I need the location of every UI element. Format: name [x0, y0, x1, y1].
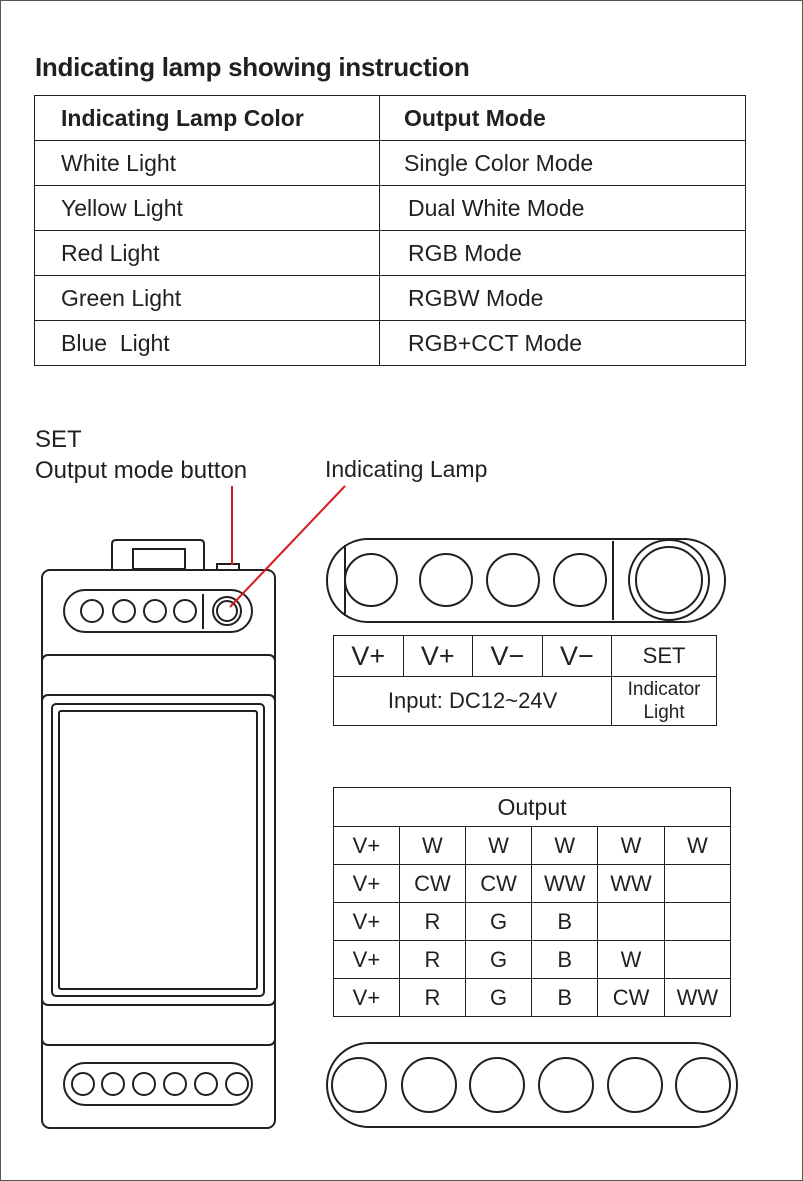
terminal-hole: [113, 600, 135, 622]
pin-cell: V+: [334, 979, 400, 1017]
indicating-lamp-label: Indicating Lamp: [325, 456, 488, 482]
pin-cell: WW: [532, 865, 598, 903]
bottom-terminal-block: [64, 1063, 252, 1105]
pin-cell: R: [399, 903, 465, 941]
output-header: Output: [334, 788, 731, 827]
pin-cell: CW: [465, 865, 531, 903]
input-pin-table: [333, 635, 717, 726]
pin-label: V−: [473, 636, 543, 677]
pin-label: V+: [403, 636, 473, 677]
pin-cell: R: [399, 941, 465, 979]
pin-cell: [664, 865, 730, 903]
pin-cell: W: [399, 827, 465, 865]
pin-cell: W: [532, 827, 598, 865]
output-mode-cell: RGB Mode: [380, 231, 746, 276]
page-title: Indicating lamp showing instruction: [35, 52, 470, 82]
table-row: [334, 903, 731, 941]
lamp-color-cell: White Light: [35, 141, 380, 186]
terminal-hole: [470, 1058, 524, 1112]
indicator-label: Indicator: [627, 679, 701, 700]
terminal-hole: [164, 1073, 186, 1095]
pin-cell: W: [598, 941, 664, 979]
lamp-color-cell: Blue Light: [35, 321, 380, 366]
pin-cell: [664, 941, 730, 979]
output-pin-table: [333, 787, 731, 1017]
lamp-enlarged: [629, 540, 709, 620]
table-row: [334, 827, 731, 865]
pin-cell: B: [532, 941, 598, 979]
terminal-hole: [81, 600, 103, 622]
output-mode-cell: RGBW Mode: [380, 276, 746, 321]
front-panel: [52, 704, 264, 996]
pin-cell: W: [664, 827, 730, 865]
terminal-hole: [539, 1058, 593, 1112]
top-terminal-block: [64, 590, 252, 632]
din-clip: [112, 540, 204, 570]
terminal-hole: [608, 1058, 662, 1112]
lamp-color-cell: Yellow Light: [35, 186, 380, 231]
pin-cell: B: [532, 903, 598, 941]
pin-label: V+: [334, 636, 404, 677]
terminal-hole: [72, 1073, 94, 1095]
pin-cell: R: [399, 979, 465, 1017]
pin-cell: V+: [334, 827, 400, 865]
table-row: [334, 865, 731, 903]
terminal-hole: [487, 554, 539, 606]
lamp-color-cell: Red Light: [35, 231, 380, 276]
pin-cell: V+: [334, 941, 400, 979]
terminal-hole: [402, 1058, 456, 1112]
input-terminal-enlarged: [327, 539, 725, 622]
terminal-hole: [345, 554, 397, 606]
pin-cell: CW: [399, 865, 465, 903]
terminal-hole: [133, 1073, 155, 1095]
terminal-hole: [144, 600, 166, 622]
table-row: [334, 979, 731, 1017]
indicator-light-cell: [612, 677, 717, 726]
output-mode-cell: Dual White Mode: [380, 186, 746, 231]
output-mode-button-label: Output mode button: [35, 457, 248, 484]
pin-cell: [664, 903, 730, 941]
table-row: [334, 941, 731, 979]
pin-cell: B: [532, 979, 598, 1017]
terminal-hole: [676, 1058, 730, 1112]
pin-cell: W: [598, 827, 664, 865]
pin-label: V−: [542, 636, 612, 677]
output-mode-cell: Single Color Mode: [380, 141, 746, 186]
pin-cell: G: [465, 941, 531, 979]
terminal-hole: [174, 600, 196, 622]
pin-cell: WW: [598, 865, 664, 903]
light-label: Light: [643, 702, 685, 723]
pin-cell: G: [465, 979, 531, 1017]
terminal-hole: [420, 554, 472, 606]
lamp-color-cell: Green Light: [35, 276, 380, 321]
column-header-output-mode: Output Mode: [380, 96, 746, 141]
terminal-hole: [102, 1073, 124, 1095]
pin-cell: W: [465, 827, 531, 865]
pin-cell: G: [465, 903, 531, 941]
pin-cell: WW: [664, 979, 730, 1017]
pin-cell: V+: [334, 903, 400, 941]
pin-cell: V+: [334, 865, 400, 903]
terminal-hole: [332, 1058, 386, 1112]
column-header-lamp-color: Indicating Lamp Color: [35, 96, 380, 141]
set-cell: SET: [612, 636, 717, 677]
set-label: SET: [35, 426, 82, 453]
clip-slot: [133, 549, 185, 569]
input-voltage-cell: Input: DC12~24V: [334, 677, 612, 726]
terminal-hole: [554, 554, 606, 606]
pin-cell: CW: [598, 979, 664, 1017]
terminal-hole: [226, 1073, 248, 1095]
pin-cell: [598, 903, 664, 941]
output-mode-cell: RGB+CCT Mode: [380, 321, 746, 366]
terminal-hole: [195, 1073, 217, 1095]
